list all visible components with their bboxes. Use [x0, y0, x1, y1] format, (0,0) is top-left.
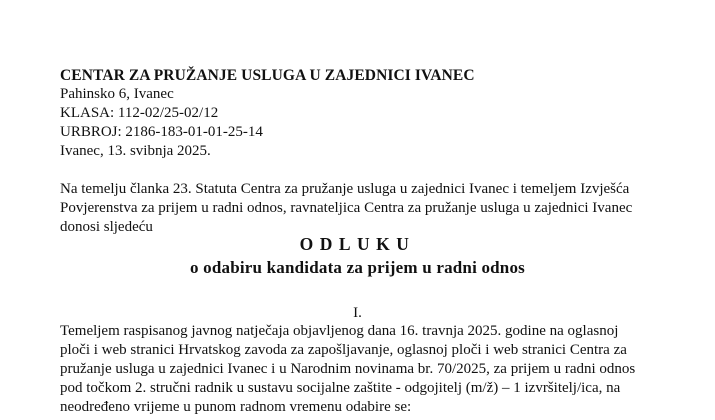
organization-name: CENTAR ZA PRUŽANJE USLUGA U ZAJEDNICI IVANEC — [60, 67, 475, 84]
urbroj-reference: URBROJ: 2186-183-01-01-25-14 — [60, 124, 263, 140]
intro-paragraph — [60, 180, 700, 237]
section-number: I. — [353, 305, 362, 321]
organization-address: Pahinsko 6, Ivanec — [60, 86, 174, 102]
paragraph-line: neodređeno vrijeme u punom radnom vremenu odabire se: — [60, 399, 412, 415]
section-1-paragraph — [60, 322, 710, 417]
decision-subtitle: o odabiru kandidata za prijem u radni odnos — [190, 258, 525, 277]
paragraph-line: pod točkom 2. stručni radnik u sustavu socijalne zaštite - odgojitelj (m/ž) – 1 izvršitelj/ica, na — [60, 380, 621, 396]
document-date: Ivanec, 13. svibnja 2025. — [60, 143, 211, 159]
intro-line: Povjerenstva za prijem u radni odnos, ravnateljica Centra za pružanje usluga u zajednici Ivanec — [60, 200, 633, 216]
paragraph-line: Temeljem raspisanog javnog natječaja objavljenog dana 16. travnja 2025. godine na oglasnoj — [60, 323, 619, 339]
paragraph-line: ploči i web stranici Hrvatskog zavoda za zapošljavanje, oglasnoj ploči i web stranici Centra za — [60, 342, 627, 358]
intro-line: Na temelju članka 23. Statuta Centra za pružanje usluga u zajednici Ivanec i temeljem Izvješća — [60, 181, 630, 197]
klasa-reference: KLASA: 112-02/25-02/12 — [60, 105, 219, 121]
paragraph-line: pružanje usluga u zajednici Ivanec i u Narodnim novinama br. 70/2025, za prijem u radni odnos — [60, 361, 636, 377]
intro-line: donosi sljedeću — [60, 219, 153, 235]
document-header — [60, 66, 475, 161]
decision-title: ODLUKU — [299, 234, 416, 254]
